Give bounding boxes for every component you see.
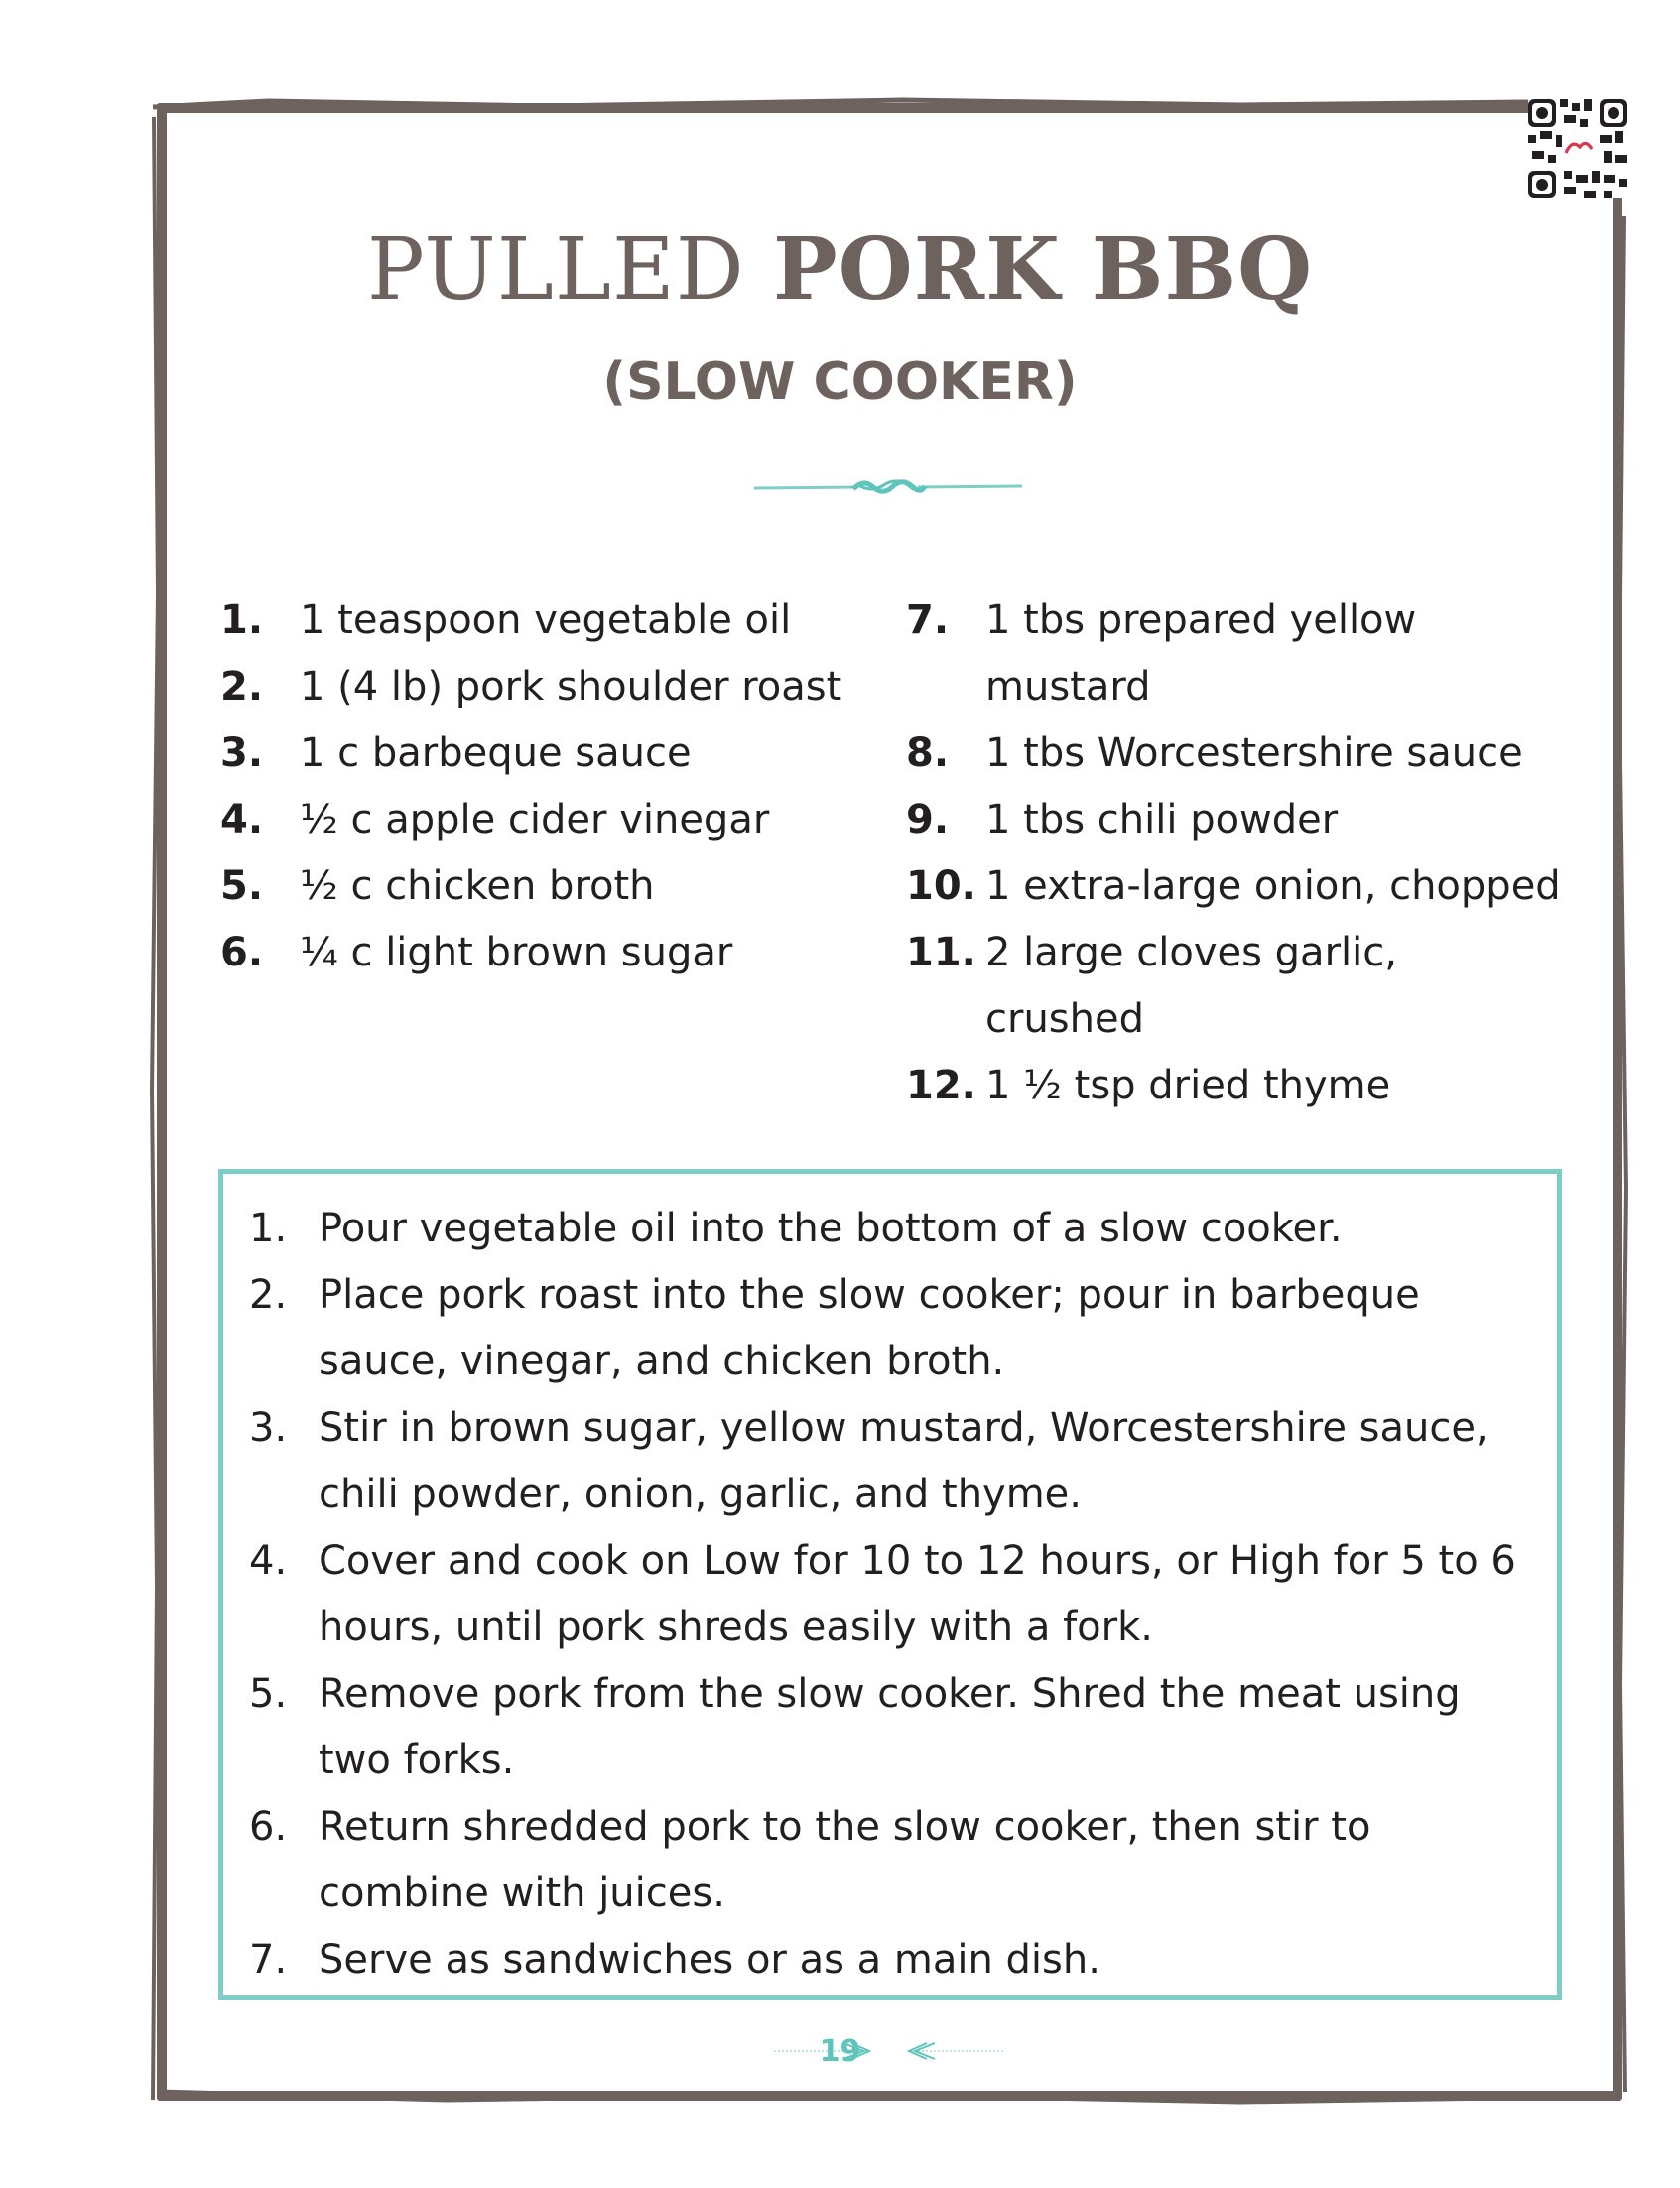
- direction-step: [249, 1196, 1539, 1262]
- ingredient-item: [906, 853, 1581, 920]
- ingredient-item: [906, 920, 1581, 1053]
- qr-code[interactable]: [1528, 99, 1627, 198]
- ingredient-text: 1 ½ tsp dried thyme: [985, 1063, 1391, 1108]
- ingredient-item: [220, 720, 875, 787]
- ingredient-item: [906, 587, 1581, 720]
- title-part-2: PORK BBQ: [773, 219, 1314, 320]
- ingredient-item: [220, 920, 875, 986]
- direction-step: [249, 1927, 1539, 1994]
- ingredient-text: 1 extra-large onion, chopped: [985, 863, 1561, 909]
- direction-step: [249, 1794, 1539, 1927]
- directions-list: [249, 1196, 1539, 1994]
- ingredient-text: 2 large cloves garlic, crushed: [985, 930, 1397, 1042]
- ingredient-text: ½ c chicken broth: [300, 863, 655, 909]
- step-number: 3.: [249, 1405, 288, 1451]
- ingredient-number: 7.: [906, 597, 950, 643]
- ingredient-number: 2.: [220, 664, 264, 709]
- ingredient-number: 8.: [906, 730, 950, 776]
- step-text: Pour vegetable oil into the bottom of a slow cooker.: [319, 1206, 1343, 1251]
- step-number: 1.: [249, 1206, 288, 1251]
- direction-step: [249, 1661, 1539, 1794]
- title-part-1: PULLED: [366, 220, 774, 320]
- step-number: 6.: [249, 1804, 288, 1850]
- page-number: 19: [819, 2034, 861, 2069]
- step-text: Serve as sandwiches or as a main dish.: [319, 1937, 1100, 1983]
- recipe-title: [0, 220, 1680, 320]
- ingredient-text: ¼ c light brown sugar: [300, 930, 733, 975]
- ingredient-item: [220, 787, 875, 853]
- ingredient-text: 1 tbs Worcestershire sauce: [985, 730, 1523, 776]
- ingredient-number: 12.: [906, 1063, 976, 1108]
- ingredient-item: [220, 853, 875, 920]
- ingredient-item: [906, 720, 1581, 787]
- step-text: Place pork roast into the slow cooker; pour in barbeque sauce, vinegar, and chicken broth.: [319, 1272, 1420, 1384]
- ingredient-number: 10.: [906, 863, 976, 909]
- step-number: 4.: [249, 1538, 288, 1584]
- ingredients-column-left: [220, 587, 875, 986]
- directions-box: [218, 1169, 1562, 2000]
- ornament-divider: [754, 472, 1022, 502]
- step-text: Remove pork from the slow cooker. Shred the meat using two forks.: [319, 1671, 1461, 1783]
- step-number: 5.: [249, 1671, 288, 1717]
- ingredient-number: 11.: [906, 930, 976, 975]
- ingredient-text: 1 tbs chili powder: [985, 797, 1339, 842]
- ingredient-number: 9.: [906, 797, 950, 842]
- ingredient-text: 1 c barbeque sauce: [300, 730, 692, 776]
- page-number-right-ornament-icon: [905, 2036, 1004, 2066]
- ingredient-text: ½ c apple cider vinegar: [300, 797, 770, 842]
- ingredient-number: 6.: [220, 930, 264, 975]
- ingredient-text: 1 teaspoon vegetable oil: [300, 597, 792, 643]
- step-number: 7.: [249, 1937, 288, 1983]
- step-text: Stir in brown sugar, yellow mustard, Worcestershire sauce, chili powder, onion, garlic, and thyme.: [319, 1405, 1488, 1517]
- ingredient-item: [220, 587, 875, 654]
- step-text: Return shredded pork to the slow cooker, then stir to combine with juices.: [319, 1804, 1371, 1916]
- direction-step: [249, 1395, 1539, 1528]
- ingredient-item: [906, 787, 1581, 853]
- direction-step: [249, 1262, 1539, 1395]
- ingredient-text: 1 tbs prepared yellow mustard: [985, 597, 1417, 709]
- ingredient-number: 5.: [220, 863, 264, 909]
- ingredient-number: 4.: [220, 797, 264, 842]
- recipe-subtitle: (SLOW COOKER): [602, 352, 1078, 412]
- ingredient-number: 1.: [220, 597, 264, 643]
- ingredient-number: 3.: [220, 730, 264, 776]
- step-number: 2.: [249, 1272, 288, 1318]
- direction-step: [249, 1528, 1539, 1661]
- ingredient-item: [906, 1053, 1581, 1119]
- ingredient-item: [220, 654, 875, 720]
- step-text: Cover and cook on Low for 10 to 12 hours, or High for 5 to 6 hours, until pork shreds easily with a fork.: [319, 1538, 1516, 1650]
- ingredients-column-right: [906, 587, 1581, 1119]
- ingredient-text: 1 (4 lb) pork shoulder roast: [300, 664, 842, 709]
